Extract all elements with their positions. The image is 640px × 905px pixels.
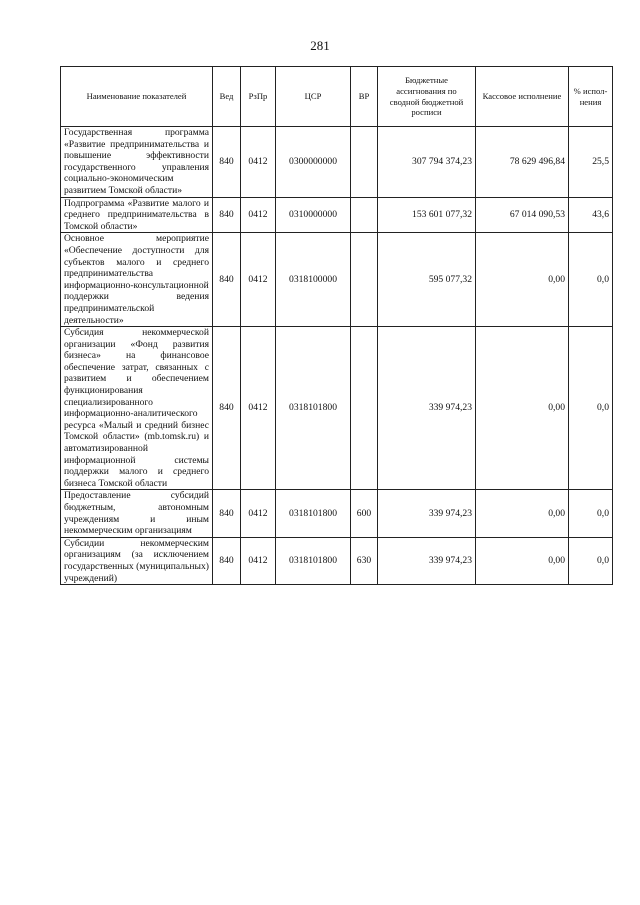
header-cash-execution: Кассовое исполнение	[476, 67, 569, 127]
row-percent: 0,0	[569, 537, 613, 584]
row-ved: 840	[213, 127, 241, 198]
row-assignments: 595 077,32	[378, 233, 476, 327]
row-csr: 0318101800	[276, 490, 351, 537]
row-rzpr: 0412	[241, 197, 276, 233]
row-name: Государственная программа «Развитие предпринимательства и повышение эффективности государственного управления социально-экономическим развитием Томской области»	[61, 127, 213, 198]
table-row	[61, 197, 613, 233]
header-rzpr: РзПр	[241, 67, 276, 127]
row-percent: 0,0	[569, 233, 613, 327]
row-assignments: 153 601 077,32	[378, 197, 476, 233]
row-percent: 0,0	[569, 327, 613, 490]
row-cash-execution: 0,00	[476, 490, 569, 537]
row-csr: 0318101800	[276, 327, 351, 490]
row-cash-execution: 78 629 496,84	[476, 127, 569, 198]
table-row	[61, 127, 613, 198]
row-vr	[351, 197, 378, 233]
row-assignments: 339 974,23	[378, 327, 476, 490]
row-vr	[351, 233, 378, 327]
row-rzpr: 0412	[241, 490, 276, 537]
row-cash-execution: 0,00	[476, 233, 569, 327]
row-name: Субсидии некоммерческим организациям (за исключением государственных (муниципальных) учреждений)	[61, 537, 213, 584]
row-name: Предоставление субсидий бюджетным, автономным учреждениям и иным некоммерческим организациям	[61, 490, 213, 537]
budget-table	[60, 66, 613, 585]
row-name: Подпрограмма «Развитие малого и среднего предпринимательства в Томской области»	[61, 197, 213, 233]
row-vr	[351, 127, 378, 198]
row-ved: 840	[213, 197, 241, 233]
row-rzpr: 0412	[241, 327, 276, 490]
row-cash-execution: 67 014 090,53	[476, 197, 569, 233]
row-vr	[351, 327, 378, 490]
header-assignments: Бюджетные ассигнования по сводной бюджетной росписи	[378, 67, 476, 127]
row-ved: 840	[213, 233, 241, 327]
row-assignments: 339 974,23	[378, 490, 476, 537]
row-csr: 0318100000	[276, 233, 351, 327]
table-row	[61, 537, 613, 584]
row-rzpr: 0412	[241, 127, 276, 198]
row-csr: 0310000000	[276, 197, 351, 233]
row-percent: 0,0	[569, 490, 613, 537]
row-assignments: 307 794 374,23	[378, 127, 476, 198]
row-ved: 840	[213, 327, 241, 490]
table-row	[61, 233, 613, 327]
row-vr: 630	[351, 537, 378, 584]
row-csr: 0318101800	[276, 537, 351, 584]
row-percent: 25,5	[569, 127, 613, 198]
row-cash-execution: 0,00	[476, 537, 569, 584]
header-vr: ВР	[351, 67, 378, 127]
table-row	[61, 490, 613, 537]
row-vr: 600	[351, 490, 378, 537]
row-assignments: 339 974,23	[378, 537, 476, 584]
header-csr: ЦСР	[276, 67, 351, 127]
row-name: Субсидия некоммерческой организации «Фонд развития бизнеса» на финансовое обеспечение затрат, связанных с развитием и обеспечением функционирования специализированного информационно-аналитического ресурса «Малый и средний бизнес Томской области» (mb.tomsk.ru) и автоматизированной информационной системы поддержки малого и среднего бизнеса Томской области	[61, 327, 213, 490]
page-number: 281	[310, 38, 330, 53]
row-cash-execution: 0,00	[476, 327, 569, 490]
row-name: Основное мероприятие «Обеспечение доступности для субъектов малого и среднего предпринимательства информационно-консультационной поддержки ведения предпринимательской деятельности»	[61, 233, 213, 327]
row-rzpr: 0412	[241, 233, 276, 327]
table-header-row	[61, 67, 613, 127]
header-name: Наименование показателей	[61, 67, 213, 127]
header-ved: Вед	[213, 67, 241, 127]
row-csr: 0300000000	[276, 127, 351, 198]
row-percent: 43,6	[569, 197, 613, 233]
header-percent: % испол-нения	[569, 67, 613, 127]
row-ved: 840	[213, 490, 241, 537]
row-ved: 840	[213, 537, 241, 584]
row-rzpr: 0412	[241, 537, 276, 584]
table-row	[61, 327, 613, 490]
